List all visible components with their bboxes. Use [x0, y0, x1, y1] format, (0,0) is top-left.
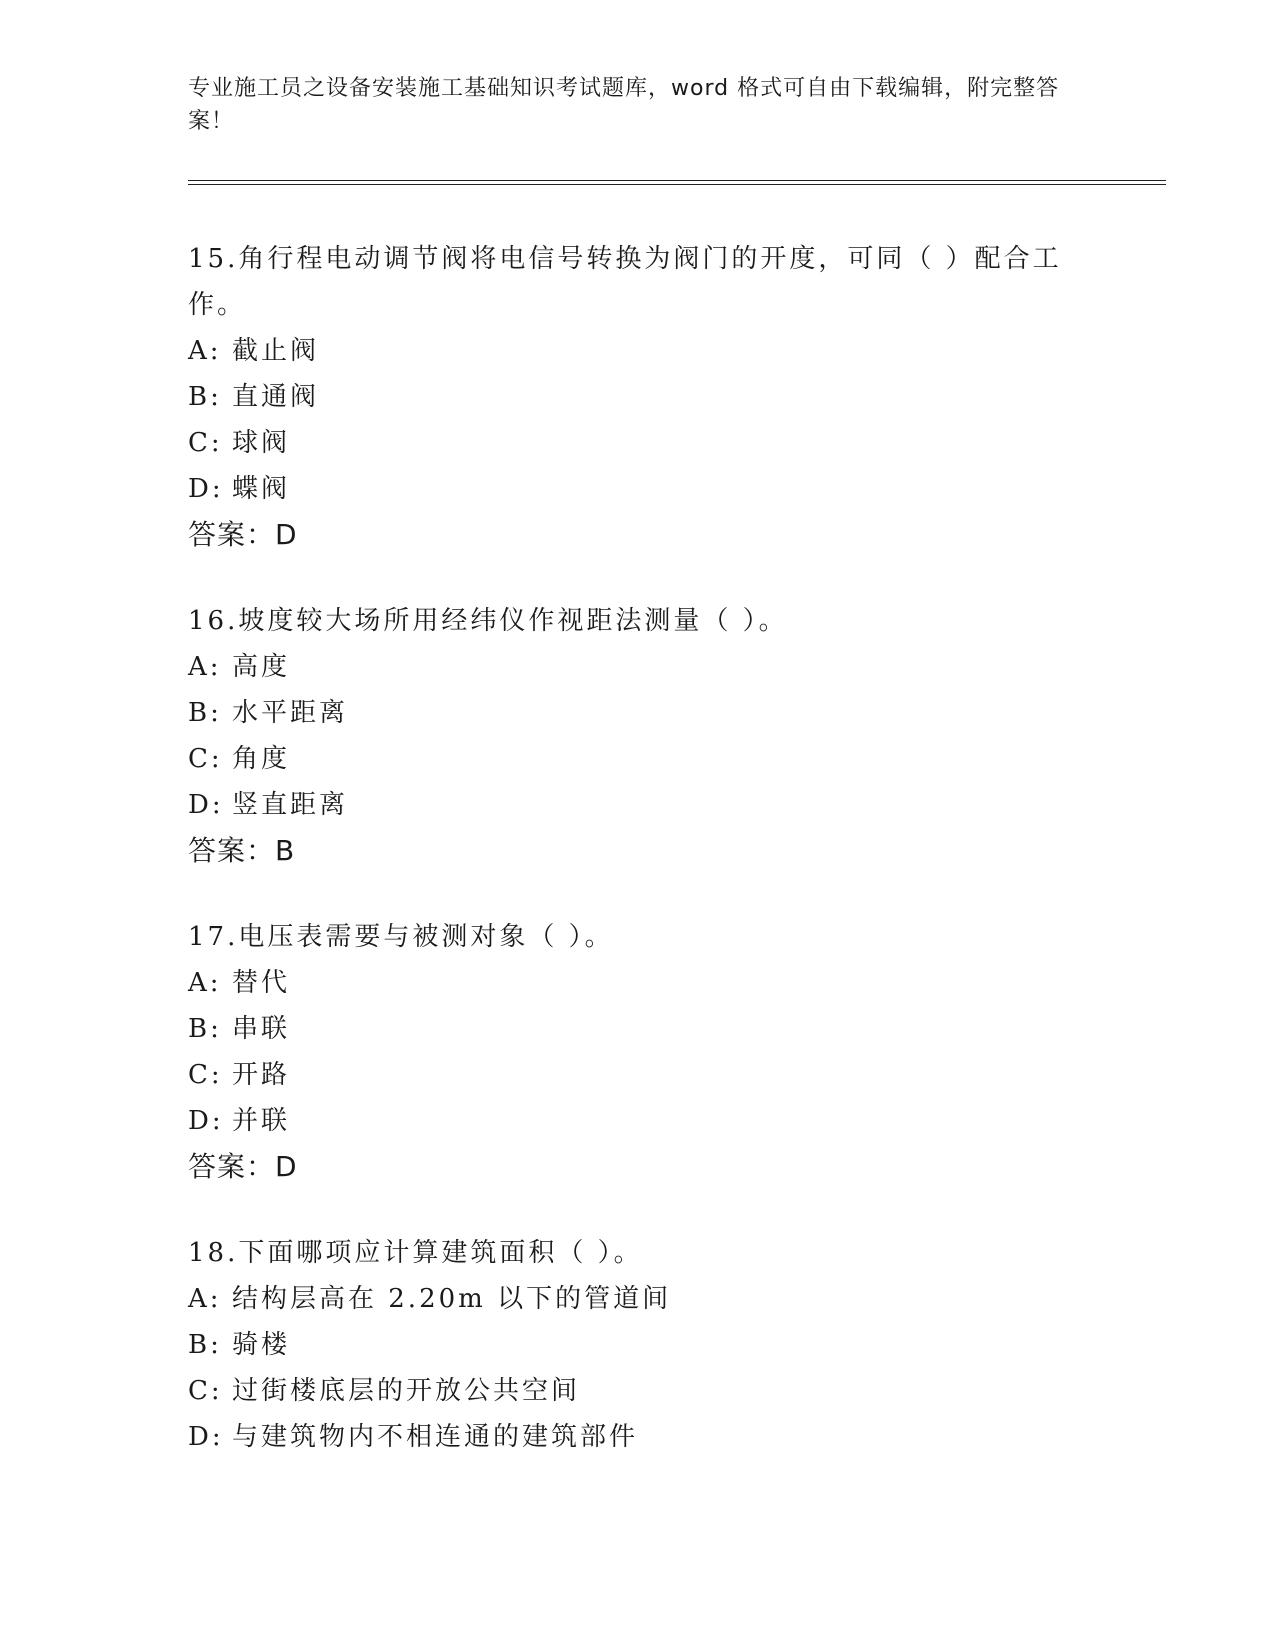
option-a: [188, 1276, 1088, 1322]
option-b: [188, 374, 1088, 420]
question-stem: 17.电压表需要与被测对象（ ）。: [188, 922, 614, 952]
option-letter: D:: [188, 474, 224, 504]
header-divider-top: [188, 180, 1166, 181]
question-stem: 16.坡度较大场所用经纬仪作视距法测量（ ）。: [188, 606, 788, 636]
option-text: 过街楼底层的开放公共空间: [232, 1376, 581, 1406]
option-text: 竖直距离: [232, 790, 349, 820]
question-list: [188, 236, 1088, 1500]
option-d: [188, 1414, 1088, 1460]
option-letter: A:: [188, 652, 222, 682]
option-text: 截止阀: [232, 336, 320, 366]
option-b: [188, 690, 1088, 736]
option-d: [188, 782, 1088, 828]
option-text: 并联: [232, 1106, 291, 1136]
option-letter: C:: [188, 1376, 223, 1406]
option-b: [188, 1322, 1088, 1368]
option-a: [188, 960, 1088, 1006]
question-15: [188, 236, 1088, 558]
option-text: 开路: [232, 1060, 291, 1090]
option-letter: B:: [188, 1014, 222, 1044]
option-text: 替代: [232, 968, 291, 998]
question-16: [188, 598, 1088, 874]
option-letter: A:: [188, 1284, 222, 1314]
option-a: [188, 644, 1088, 690]
option-d: [188, 1098, 1088, 1144]
option-letter: D:: [188, 1106, 224, 1136]
option-text: 水平距离: [232, 698, 349, 728]
option-text: 与建筑物内不相连通的建筑部件: [232, 1422, 639, 1452]
option-text: 蝶阀: [232, 474, 291, 504]
option-text: 结构层高在 2.20m 以下的管道间: [232, 1284, 672, 1314]
document-header: 专业施工员之设备安装施工基础知识考试题库，word 格式可自由下载编辑，附完整答案！: [188, 76, 1060, 134]
answer-line: 答案：B: [188, 834, 296, 867]
option-letter: A:: [188, 968, 222, 998]
option-a: [188, 328, 1088, 374]
option-text: 串联: [232, 1014, 291, 1044]
option-text: 骑楼: [232, 1330, 291, 1360]
answer-line: 答案：D: [188, 518, 298, 551]
option-letter: D:: [188, 790, 224, 820]
option-b: [188, 1006, 1088, 1052]
option-letter: C:: [188, 744, 223, 774]
option-text: 高度: [232, 652, 291, 682]
option-letter: C:: [188, 428, 223, 458]
header-divider-bottom: [188, 184, 1166, 185]
question-stem: 15.角行程电动调节阀将电信号转换为阀门的开度，可同（ ）配合工作。: [188, 244, 1062, 320]
option-letter: A:: [188, 336, 222, 366]
option-c: [188, 420, 1088, 466]
option-letter: B:: [188, 698, 222, 728]
option-c: [188, 736, 1088, 782]
option-letter: B:: [188, 1330, 222, 1360]
answer-line: 答案：D: [188, 1150, 298, 1183]
option-text: 球阀: [232, 428, 291, 458]
option-letter: D:: [188, 1422, 224, 1452]
option-letter: B:: [188, 382, 222, 412]
option-c: [188, 1052, 1088, 1098]
option-d: [188, 466, 1088, 512]
option-c: [188, 1368, 1088, 1414]
option-text: 角度: [232, 744, 291, 774]
question-stem: 18.下面哪项应计算建筑面积（ ）。: [188, 1238, 643, 1268]
question-18: [188, 1230, 1088, 1460]
option-text: 直通阀: [232, 382, 320, 412]
option-letter: C:: [188, 1060, 223, 1090]
question-17: [188, 914, 1088, 1190]
